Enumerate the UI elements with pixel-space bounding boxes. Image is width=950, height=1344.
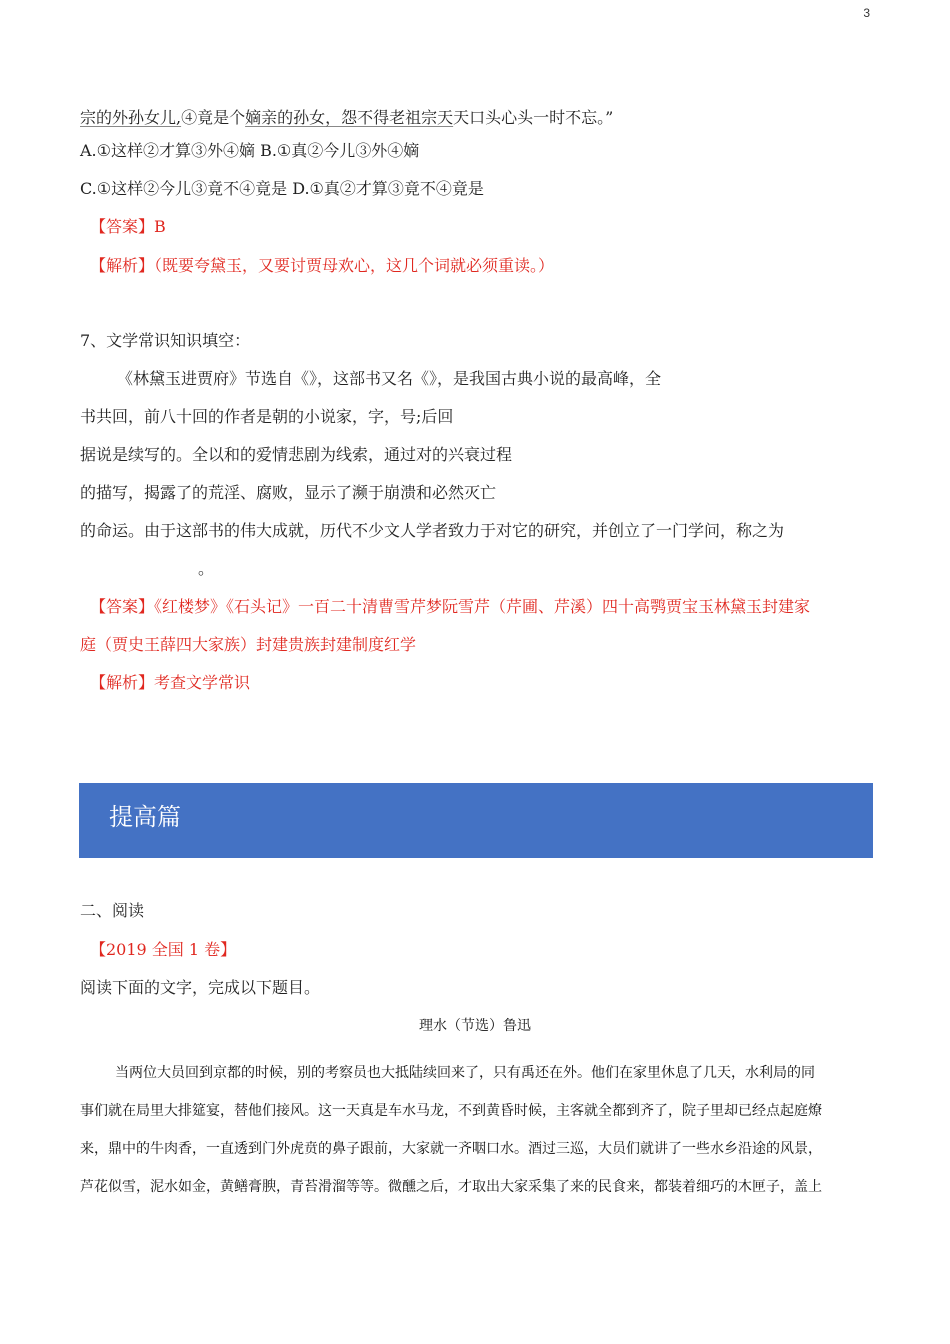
q6-marker-4: ④竟是个	[181, 108, 246, 127]
q7-text-line-2: 书共回，前八十回的作者是朝的小说家，字，号;后回	[80, 407, 454, 426]
q6-analysis: 【解析】（既要夸黛玉，又要讨贾母欢心，这几个词就必须重读。）	[90, 256, 555, 275]
q7-text-line-6: 。	[198, 559, 215, 578]
article-line-2: 事们就在局里大排筵宴，替他们接风。这一天真是车水马龙，不到黄昏时候，主客就全都到齐了，院子里却已经点起庭燎	[80, 1103, 822, 1119]
q7-analysis: 【解析】考查文学常识	[90, 673, 251, 692]
q6-underlined-text-2: 嫡亲的孙女，怨不得老祖宗天	[245, 108, 454, 127]
q7-text-line-4: 的描写，揭露了的荒淫、腐败，显示了濒于崩溃和必然灭亡	[80, 483, 497, 502]
q6-options-ab: A.①这样②才算③外④嫡 B.①真②今儿③外④嫡	[80, 141, 420, 160]
q7-text-line-1: 《林黛玉进贾府》节选自《》，这部书又名《》，是我国古典小说的最高峰，全	[117, 369, 662, 388]
reading-instruction: 阅读下面的文字，完成以下题目。	[80, 978, 321, 997]
q7-answer-line-1: 【答案】《红楼梦》《石头记》一百二十清曹雪芹梦阮雪芹（芹圃、芹溪）四十高鹗贾宝玉林黛玉封建家	[90, 597, 811, 616]
q7-title: 7、文学常识知识填空：	[80, 331, 251, 350]
q6-quote-line	[80, 107, 613, 129]
q6-answer: 【答案】B	[90, 217, 166, 236]
q6-quote-tail: 天口头心头一时不忘。”	[453, 108, 614, 127]
q6-underlined-text-1: 宗的外孙女儿,	[80, 108, 182, 127]
article-title: 理水（节选）鲁迅	[419, 1018, 531, 1034]
q7-answer-line-2: 庭（贾史王薛四大家族）封建贵族封建制度红学	[80, 635, 417, 654]
reading-heading: 二、阅读	[80, 901, 145, 920]
q6-options-cd: C.①这样②今儿③竟不④竟是 D.①真②才算③竟不④竟是	[80, 179, 484, 198]
reading-source: 【2019 全国 1 卷】	[90, 940, 237, 959]
article-line-1: 当两位大员回到京都的时候，别的考察员也大抵陆续回来了，只有禹还在外。他们在家里休息了几天，水利局的同	[115, 1065, 815, 1081]
section-banner	[79, 783, 873, 858]
section-banner-title: 提高篇	[109, 803, 181, 831]
page-number: 3	[863, 6, 870, 20]
article-line-3: 来，鼎中的牛肉香，一直透到门外虎贲的鼻子跟前，大家就一齐咽口水。酒过三巡，大员们就讲了一些水乡沿途的风景，	[80, 1141, 822, 1157]
q7-text-line-5: 的命运。由于这部书的伟大成就，历代不少文人学者致力于对它的研究，并创立了一门学问，称之为	[80, 521, 785, 540]
article-line-4: 芦花似雪，泥水如金，黄鳝膏腴，青苔滑溜等等。微醺之后，才取出大家采集了来的民食来，都装着细巧的木匣子，盖上	[80, 1179, 822, 1195]
q7-text-line-3: 据说是续写的。全以和的爱情悲剧为线索，通过对的兴衰过程	[80, 445, 513, 464]
